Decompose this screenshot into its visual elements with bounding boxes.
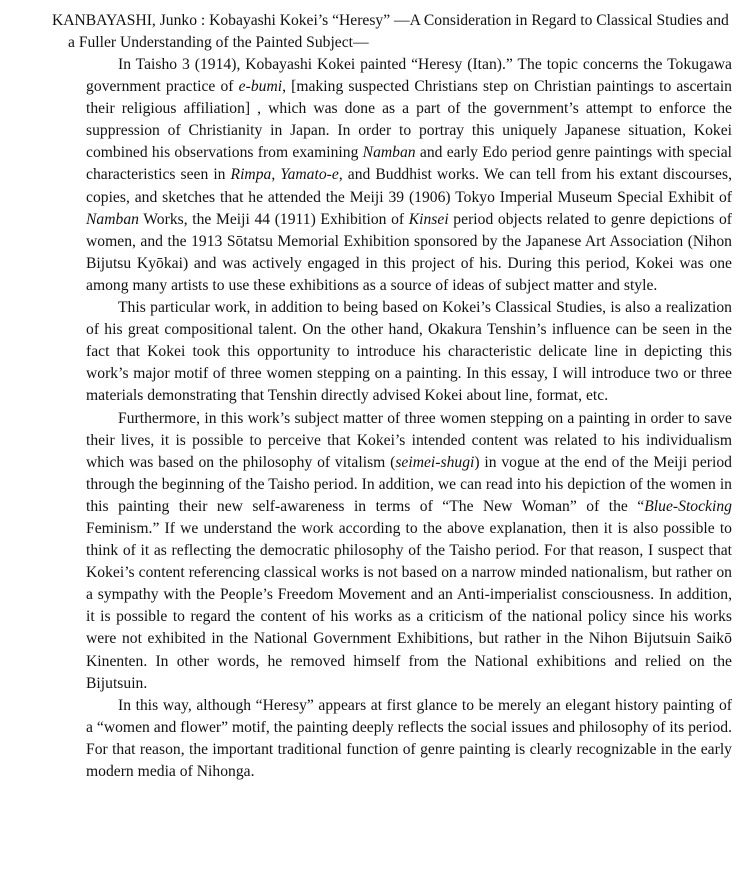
italic-term: Namban [362,144,416,162]
paragraph-1: In Taisho 3 (1914), Kobayashi Kokei painted “Heresy (Itan).” The topic concerns the Tokugawa government practice of e-bumi, [making suspected Christians step on Christian paintings to ascertain their religious affiliation] , which was done as a part of the government’s attempt to enforce the suppression of Christianity in Japan. In order to portray this uniquely Japanese situation, Kokei combined his observations from examining Namban and early Edo period genre paintings with special characteristics seen in Rimpa, Yamato-e, and Buddhist works. We can tell from his extant discourses, copies, and sketches that he attended the Meiji 39 (1906) Tokyo Imperial Museum Special Exhibit of Namban Works, the Meiji 44 (1911) Exhibition of Kinsei period objects related to genre depictions of women, and the 1913 Sōtatsu Memorial Exhibition sponsored by the Japanese Art Association (Nihon Bijutsu Kyōkai) and was actively engaged in this project of his. During this period, Kokei was one among many artists to use these exhibitions as a source of ideas of subject matter and style. [86,56,733,294]
italic-term: Kinsei [408,210,449,228]
italic-term: Yamato-e [280,166,339,184]
italic-term: Rimpa [230,166,272,184]
italic-term: Blue-Stocking [644,497,732,515]
paragraph-2: This particular work, in addition to being based on Kokei’s Classical Studies, is also a realization of his great compositional talent. On the other hand, Okakura Tenshin’s influence can be seen in the fact that Kokei took this opportunity to introduce his characteristic delicate line in depicting this work’s major motif of three women stepping on a painting. In this essay, I will introduce two or three materials demonstrating that Tenshin directly advised Kokei about line, format, etc. [86,299,732,405]
abstract-body [52,54,736,783]
paragraph-4: In this way, although “Heresy” appears at first glance to be merely an elegant history painting of a “women and flower” motif, the painting deeply reflects the social issues and philosophy of its period. For that reason, the important traditional function of genre painting is clearly recognizable in the early modern media of Nihonga. [86,696,732,780]
italic-term: seimei-shugi [395,453,475,471]
italic-term: Namban [86,210,139,228]
article-title: KANBAYASHI, Junko : Kobayashi Kokei’s “Heresy” —A Consideration in Regard to Classical Studies and a Fuller Understanding of the Painted Subject— [52,12,729,51]
paragraph-3: Furthermore, in this work’s subject matter of three women stepping on a painting in order to save their lives, it is possible to perceive that Kokei’s intended content was related to his individualism which was based on the philosophy of vitalism (seimei-shugi) in vogue at the end of the Meiji period through the beginning of the Taisho period. In addition, we can read into his depiction of the women in this painting their new self-awareness in terms of “The New Woman” of the “Blue-Stocking Feminism.” If we understand the work according to the above explanation, then it is also possible to think of it as reflecting the democratic philosophy of the Taisho period. For that reason, I suspect that Kokei’s content referencing classical works is not based on a narrow minded nationalism, but rather on a sympathy with the People’s Freedom Movement and an Anti-imperialist consciousness. In addition, it is possible to regard the content of his works as a criticism of the national policy since his works were not exhibited in the National Government Exhibitions, but rather in the Nihon Bijutsuin Saikō Kinenten. In other words, he removed himself from the National exhibitions and relied on the Bijutsuin. [86,409,732,692]
italic-term: e-bumi [238,78,283,96]
